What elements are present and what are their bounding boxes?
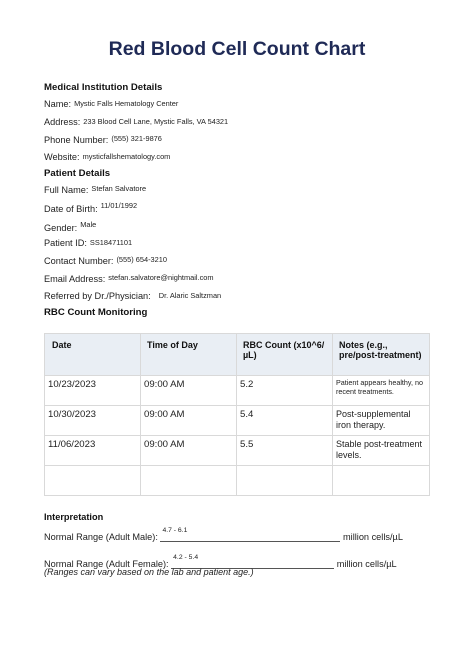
patient-gender-value: Male [80,220,97,229]
institution-phone-value: (555) 321-9876 [111,134,162,143]
field-label: Full Name: [44,185,89,195]
patient-referred-value: Dr. Alaric Saltzman [158,291,222,300]
institution-name-field [44,99,178,109]
monitoring-heading: RBC Count Monitoring [44,307,148,318]
field-label: Date of Birth: [44,204,98,214]
cell-notes: Stable post-treatment levels. [333,436,430,466]
institution-website-value: mysticfallshematology.com [82,152,171,161]
patient-referred-field [44,291,221,301]
table-row [45,376,430,406]
female-range-label: Normal Range (Adult Female): [44,559,169,569]
patient-email-value: stefan.salvatore@nightmail.com [108,273,214,282]
male-range-value: 4.7 - 6.1 [162,527,188,534]
cell-date: 10/23/2023 [45,376,141,406]
cell-rbc-count: 5.4 [237,406,333,436]
institution-heading: Medical Institution Details [44,82,163,93]
cell-time [141,466,237,496]
cell-rbc-count [237,466,333,496]
field-label: Contact Number: [44,256,114,266]
page-title: Red Blood Cell Count Chart [108,38,366,60]
patient-dob-value: 11/01/1992 [100,201,138,210]
field-label: Gender: [44,223,78,233]
cell-rbc-count: 5.5 [237,436,333,466]
patient-email-field [44,274,214,284]
table-row [45,436,430,466]
male-range-unit: million cells/µL [343,532,403,542]
male-range-label: Normal Range (Adult Male): [44,532,158,542]
cell-time: 09:00 AM [141,406,237,436]
field-label: Address: [44,117,81,127]
institution-address-field [44,117,228,127]
range-note: (Ranges can vary based on the lab and patient age.) [44,567,254,577]
cell-date [45,466,141,496]
patient-gender-field [44,220,97,233]
cell-time: 09:00 AM [141,376,237,406]
field-label: Website: [44,152,80,162]
cell-notes [333,466,430,496]
column-header-date: Date [45,334,141,376]
patient-id-value: SS18471101 [89,238,133,247]
field-label: Phone Number: [44,135,109,145]
field-label: Patient ID: [44,238,87,248]
patient-contact-field [44,256,167,266]
interpretation-heading: Interpretation [44,512,104,522]
institution-phone-field [44,135,162,145]
institution-website-field [44,152,170,162]
cell-notes: Post-supplemental iron therapy. [333,406,430,436]
male-range-line [160,527,340,542]
cell-date: 11/06/2023 [45,436,141,466]
column-header-time: Time of Day [141,334,237,376]
field-label: Name: [44,99,72,109]
institution-address-value: 233 Blood Cell Lane, Mystic Falls, VA 54321 [83,117,229,126]
patient-heading: Patient Details [44,168,111,179]
field-label: Email Address: [44,274,106,284]
female-range-unit: million cells/µL [336,559,397,569]
rbc-monitoring-table [44,333,430,496]
patient-id-field [44,238,132,248]
table-row [45,406,430,436]
patient-fullname-field [44,185,146,195]
patient-contact-value: (555) 654-3210 [116,255,167,264]
column-header-rbc-count: RBC Count (x10^6/µL) [237,334,333,376]
cell-rbc-count: 5.2 [237,376,333,406]
cell-time: 09:00 AM [141,436,237,466]
male-range-field [44,527,403,542]
institution-name-value: Mystic Falls Hematology Center [74,99,179,108]
field-label: Referred by Dr./Physician: [44,291,151,301]
patient-fullname-value: Stefan Salvatore [91,184,147,193]
patient-dob-field [44,201,138,214]
cell-notes: Patient appears healthy, no recent treatments. [333,376,430,406]
female-range-value: 4.2 - 5.4 [173,554,199,561]
cell-date: 10/30/2023 [45,406,141,436]
table-header-row [45,334,430,376]
column-header-notes: Notes (e.g., pre/post-treatment) [333,334,430,376]
table-row [45,466,430,496]
